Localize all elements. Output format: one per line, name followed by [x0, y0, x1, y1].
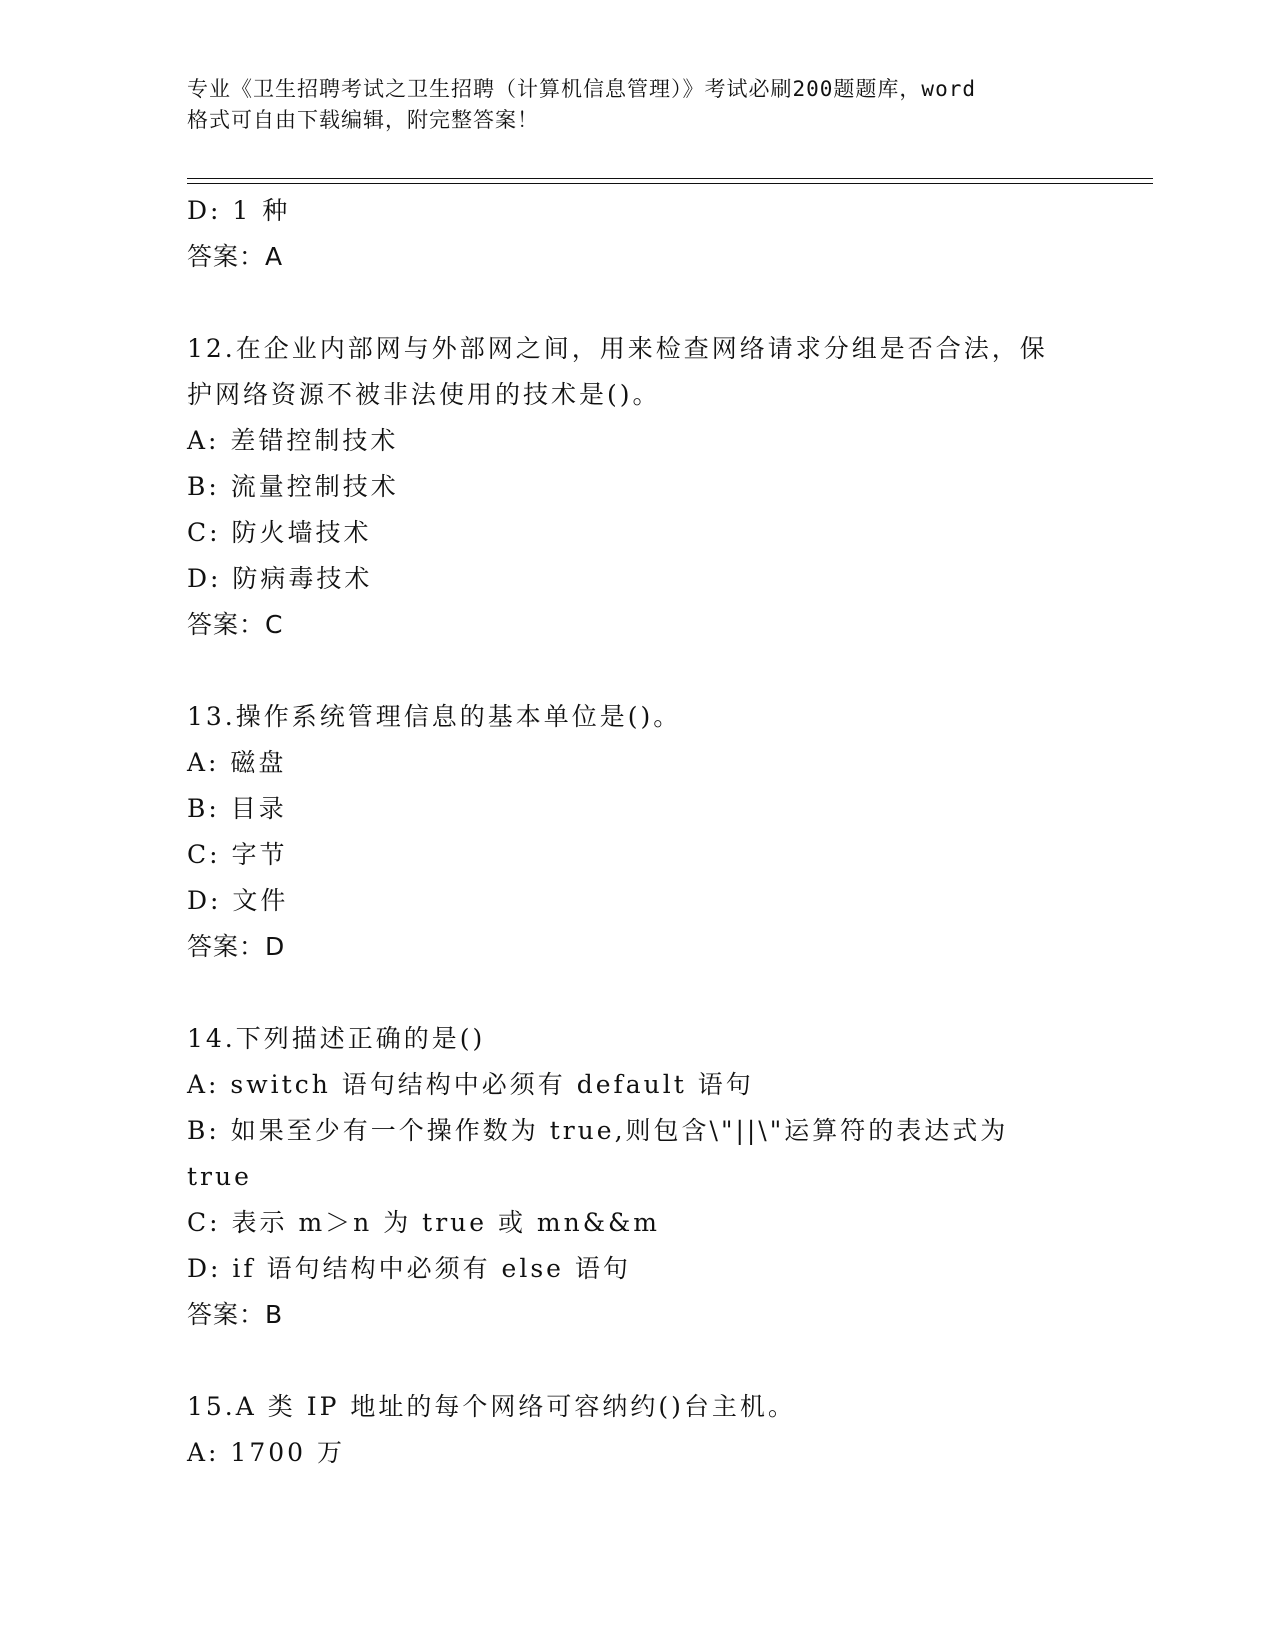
header-divider-top	[187, 178, 1153, 179]
option-c: C: 防火墙技术	[187, 518, 372, 547]
question-15	[187, 1384, 1087, 1476]
answer: 答案：B	[187, 1300, 284, 1329]
option-b-cont: true	[187, 1162, 252, 1191]
option-c: C: 字节	[187, 840, 288, 869]
option-a: A: 磁盘	[187, 748, 287, 777]
question-stem-cont: 护网络资源不被非法使用的技术是()。	[187, 380, 661, 409]
option-a: A: switch 语句结构中必须有 default 语句	[187, 1070, 754, 1099]
question-14	[187, 1016, 1087, 1338]
answer: 答案：C	[187, 610, 284, 639]
question-13	[187, 694, 1087, 970]
header-line-2: 格式可自由下载编辑，附完整答案！	[187, 108, 539, 132]
option-a: A: 差错控制技术	[187, 426, 399, 455]
header-divider-bottom	[187, 183, 1153, 184]
answer: 答案：D	[187, 932, 286, 961]
option-d: D: 1 种	[187, 196, 291, 225]
header-line-1: 专业《卫生招聘考试之卫生招聘（计算机信息管理）》考试必刷200题题库，word	[187, 77, 976, 101]
option-d: D: 文件	[187, 886, 289, 915]
question-list	[187, 188, 1087, 1476]
option-a: A: 1700 万	[187, 1438, 345, 1467]
question-stem: 14.下列描述正确的是()	[187, 1024, 486, 1053]
option-b: B: 如果至少有一个操作数为 true,则包含\"||\"运算符的表达式为	[187, 1116, 1009, 1145]
option-b: B: 流量控制技术	[187, 472, 399, 501]
answer: 答案：A	[187, 242, 284, 271]
option-c: C: 表示 m＞n 为 true 或 mn&&m	[187, 1208, 660, 1237]
question-stem: 12.在企业内部网与外部网之间，用来检查网络请求分组是否合法，保	[187, 334, 1048, 363]
page-header	[187, 74, 1107, 136]
question-12	[187, 326, 1087, 648]
question-stem: 13.操作系统管理信息的基本单位是()。	[187, 702, 682, 731]
option-b: B: 目录	[187, 794, 287, 823]
option-d: D: 防病毒技术	[187, 564, 373, 593]
option-d: D: if 语句结构中必须有 else 语句	[187, 1254, 631, 1283]
question-stem: 15.A 类 IP 地址的每个网络可容纳约()台主机。	[187, 1392, 796, 1421]
